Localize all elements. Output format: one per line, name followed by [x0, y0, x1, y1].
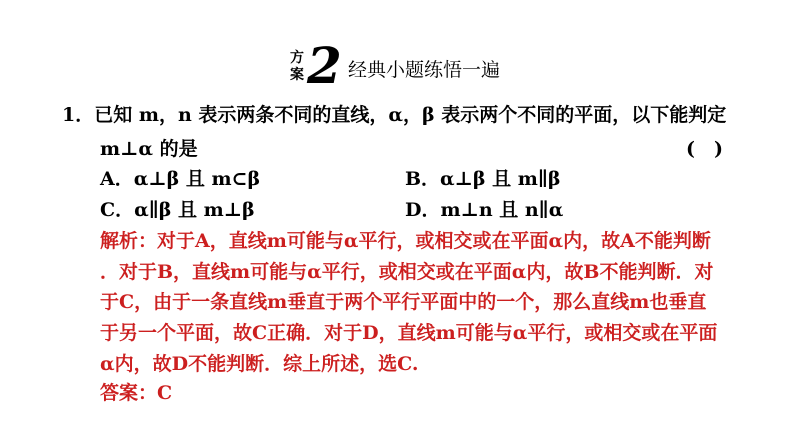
section-title: 经典小题练悟一遍 — [348, 59, 501, 81]
explanation-line-4: 于另一个平面，故C正确．对于D，直线m可能与α平行，或相交或在平面 — [100, 322, 718, 344]
section-header — [0, 36, 794, 95]
explanation-line-3: 于C，由于一条直线m垂直于两个平行平面中的一个，那么直线m也垂直 — [100, 291, 707, 313]
explanation-label: 解析： — [100, 230, 158, 252]
question-line-2: m⊥α 的是 — [100, 138, 198, 160]
plan-label: 方案 — [290, 50, 304, 83]
answer-label: 答案： — [100, 382, 158, 404]
answer-value: C — [157, 382, 173, 404]
answer-paren: ( ) — [686, 138, 723, 160]
explanation-text-1: 对于A，直线m可能与α平行，或相交或在平面α内，故A不能判断 — [157, 230, 711, 252]
explanation-line-2: ．对于B，直线m可能与α平行，或相交或在平面α内，故B不能判断．对 — [100, 261, 714, 283]
option-b[interactable]: B．α⊥β 且 m∥β — [405, 168, 561, 190]
answer-line — [100, 381, 172, 405]
explanation-line-5: α内，故D不能判断．综上所述，选C. — [100, 353, 419, 375]
question-line-1: 1．已知 m，n 表示两条不同的直线，α，β 表示两个不同的平面，以下能判定 — [62, 104, 727, 126]
option-d[interactable]: D．m⊥n 且 n∥α — [405, 199, 564, 221]
plan-number: 2 — [307, 36, 342, 95]
option-a[interactable]: A．α⊥β 且 m⊂β — [100, 168, 261, 190]
explanation-line-1 — [100, 229, 711, 253]
option-c[interactable]: C．α∥β 且 m⊥β — [100, 199, 255, 221]
